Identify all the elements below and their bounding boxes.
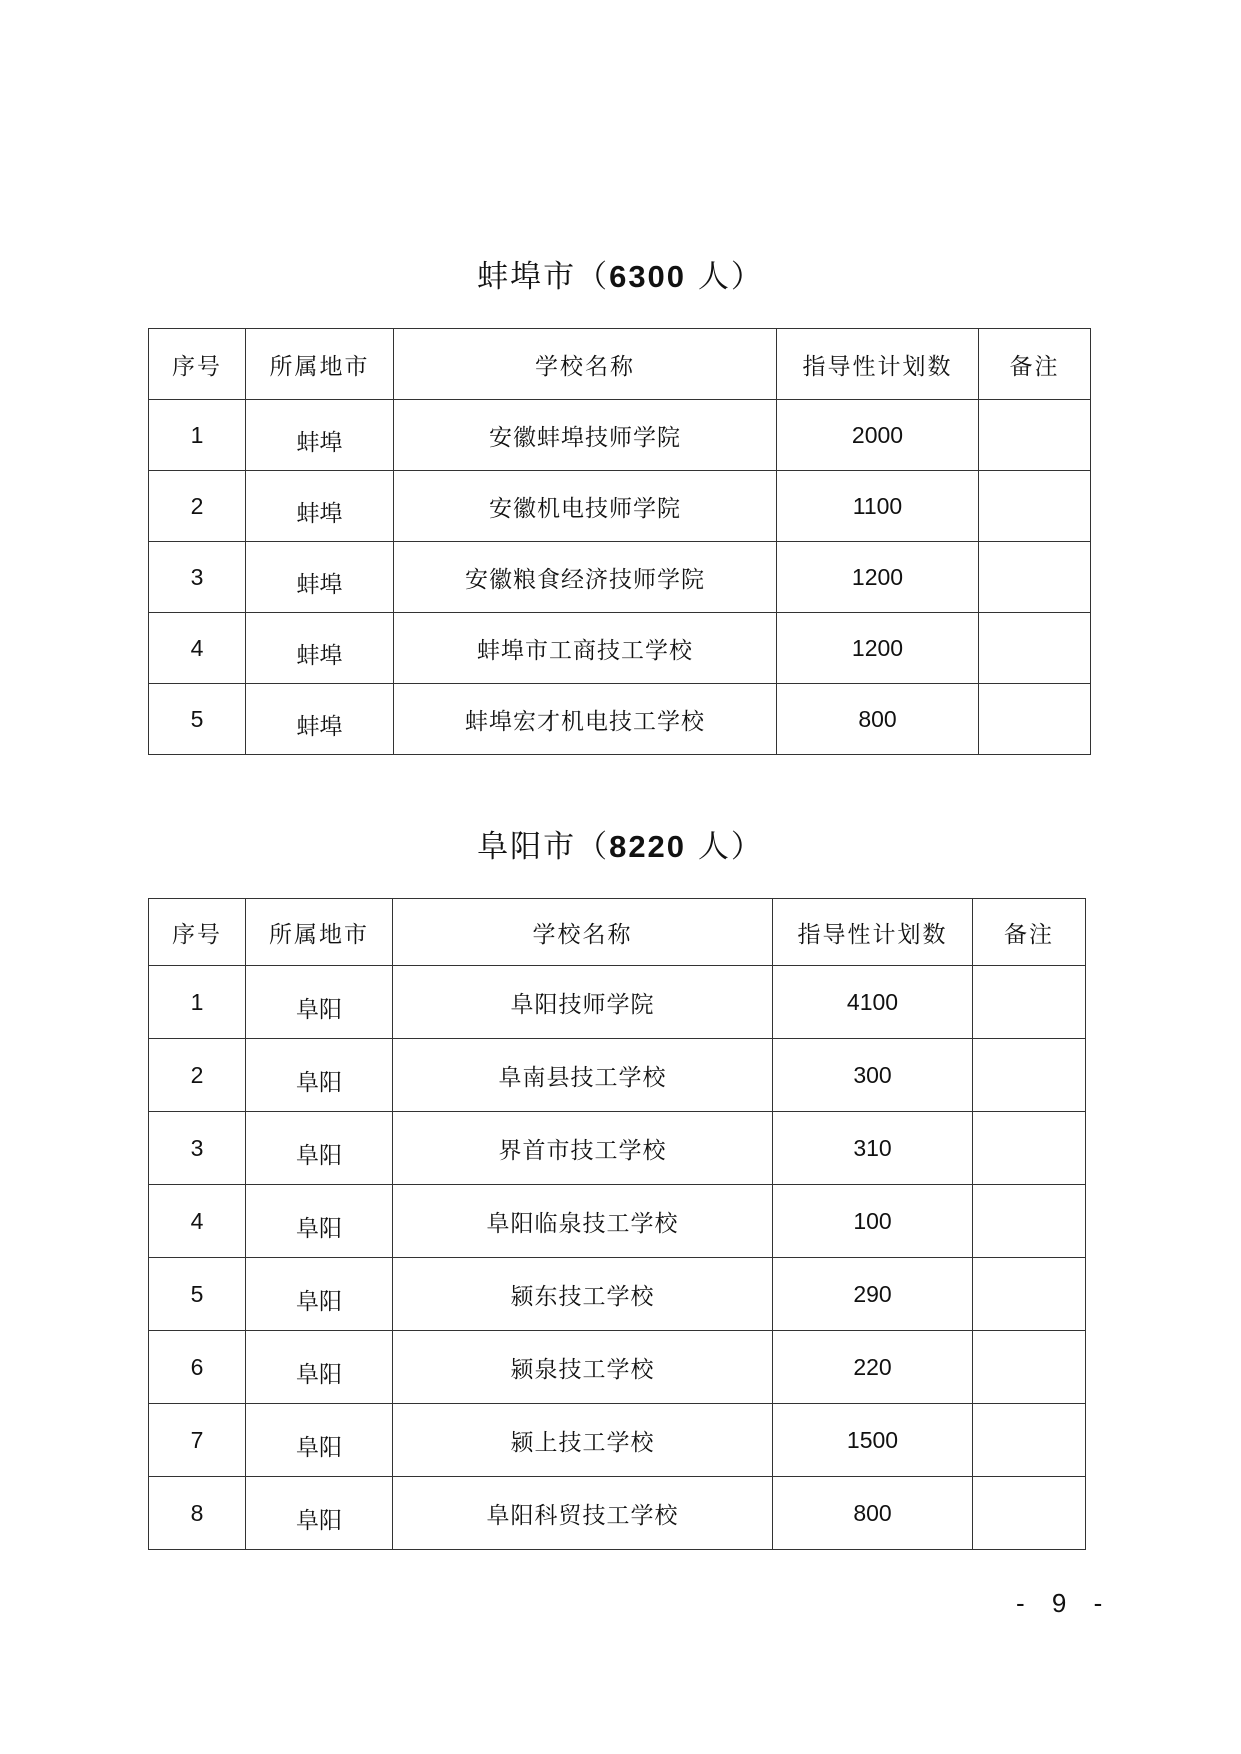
page-number: - 9 - — [1016, 1588, 1113, 1618]
cell-city-text: 阜阳 — [296, 1215, 342, 1242]
table-row — [149, 1112, 1086, 1185]
header-note: 备注 — [979, 329, 1091, 400]
cell-index: 1 — [149, 966, 246, 1039]
header-index: 序号 — [149, 329, 246, 400]
cell-city — [246, 1477, 393, 1550]
cell-city-text: 蚌埠 — [296, 571, 343, 598]
section-total: 6300 — [609, 259, 687, 294]
header-city: 所属地市 — [246, 329, 394, 400]
cell-note — [979, 542, 1091, 613]
cell-index: 4 — [149, 613, 246, 684]
cell-note — [979, 400, 1091, 471]
cell-city — [246, 1185, 393, 1258]
cell-note — [979, 613, 1091, 684]
cell-index: 6 — [149, 1331, 246, 1404]
cell-school: 阜阳临泉技工学校 — [393, 1185, 773, 1258]
table-row — [149, 1404, 1086, 1477]
table-row — [149, 1185, 1086, 1258]
cell-school: 阜阳科贸技工学校 — [393, 1477, 773, 1550]
section-title-fuyang — [0, 827, 1241, 867]
cell-index: 5 — [149, 684, 246, 755]
cell-city — [246, 966, 393, 1039]
cell-note — [973, 1404, 1086, 1477]
table-row — [149, 471, 1091, 542]
header-index: 序号 — [149, 899, 246, 966]
table-row — [149, 1258, 1086, 1331]
cell-plan: 1200 — [777, 542, 979, 613]
cell-city — [246, 1331, 393, 1404]
cell-plan: 4100 — [773, 966, 973, 1039]
cell-city — [246, 684, 394, 755]
table-header-row — [149, 329, 1091, 400]
cell-index: 3 — [149, 1112, 246, 1185]
table-row — [149, 1331, 1086, 1404]
cell-plan: 100 — [773, 1185, 973, 1258]
header-plan: 指导性计划数 — [777, 329, 979, 400]
cell-city — [246, 400, 394, 471]
cell-index: 2 — [149, 1039, 246, 1112]
cell-city — [246, 1039, 393, 1112]
cell-school: 安徽粮食经济技师学院 — [394, 542, 777, 613]
cell-plan: 1100 — [777, 471, 979, 542]
section-unit: 人 — [686, 259, 731, 295]
cell-city-text: 蚌埠 — [296, 642, 343, 669]
table-row — [149, 966, 1086, 1039]
cell-city-text: 阜阳 — [296, 1069, 342, 1096]
cell-note — [979, 684, 1091, 755]
cell-school: 阜南县技工学校 — [393, 1039, 773, 1112]
cell-note — [973, 966, 1086, 1039]
cell-school: 蚌埠宏才机电技工学校 — [394, 684, 777, 755]
cell-note — [973, 1112, 1086, 1185]
close-paren: ） — [730, 829, 764, 865]
cell-city-text: 蚌埠 — [296, 429, 343, 456]
cell-index: 2 — [149, 471, 246, 542]
cell-city-text: 阜阳 — [296, 1434, 342, 1461]
header-city: 所属地市 — [246, 899, 393, 966]
cell-plan: 800 — [773, 1477, 973, 1550]
cell-city — [246, 1258, 393, 1331]
header-school: 学校名称 — [393, 899, 773, 966]
cell-plan: 1200 — [777, 613, 979, 684]
cell-index: 4 — [149, 1185, 246, 1258]
cell-plan: 2000 — [777, 400, 979, 471]
cell-plan: 220 — [773, 1331, 973, 1404]
cell-note — [973, 1477, 1086, 1550]
section-title-bengbu — [0, 257, 1241, 297]
cell-school: 颍上技工学校 — [393, 1404, 773, 1477]
table-row — [149, 400, 1091, 471]
bengbu-plan-table — [148, 328, 1091, 755]
open-paren: （ — [576, 259, 610, 295]
table-row — [149, 542, 1091, 613]
cell-school: 阜阳技师学院 — [393, 966, 773, 1039]
cell-index: 8 — [149, 1477, 246, 1550]
close-paren: ） — [730, 259, 764, 295]
cell-note — [973, 1185, 1086, 1258]
table-row — [149, 613, 1091, 684]
section-total: 8220 — [609, 829, 687, 864]
cell-city-text: 阜阳 — [296, 1507, 342, 1534]
table-row — [149, 1039, 1086, 1112]
section-city: 蚌埠市 — [477, 259, 577, 295]
cell-plan: 290 — [773, 1258, 973, 1331]
cell-city-text: 阜阳 — [296, 1288, 342, 1315]
cell-index: 1 — [149, 400, 246, 471]
cell-city — [246, 613, 394, 684]
table-row — [149, 684, 1091, 755]
open-paren: （ — [576, 829, 610, 865]
header-plan: 指导性计划数 — [773, 899, 973, 966]
cell-city-text: 阜阳 — [296, 1361, 342, 1388]
cell-plan: 300 — [773, 1039, 973, 1112]
cell-note — [979, 471, 1091, 542]
cell-school: 颍东技工学校 — [393, 1258, 773, 1331]
cell-index: 5 — [149, 1258, 246, 1331]
cell-plan: 310 — [773, 1112, 973, 1185]
cell-city — [246, 471, 394, 542]
cell-note — [973, 1258, 1086, 1331]
table-row — [149, 1477, 1086, 1550]
table-header-row — [149, 899, 1086, 966]
cell-note — [973, 1039, 1086, 1112]
cell-city — [246, 1112, 393, 1185]
cell-school: 安徽机电技师学院 — [394, 471, 777, 542]
cell-index: 3 — [149, 542, 246, 613]
cell-note — [973, 1331, 1086, 1404]
cell-city-text: 蚌埠 — [296, 500, 343, 527]
cell-city-text: 阜阳 — [296, 996, 342, 1023]
cell-city — [246, 542, 394, 613]
cell-city-text: 蚌埠 — [296, 713, 343, 740]
cell-school: 颍泉技工学校 — [393, 1331, 773, 1404]
cell-school: 蚌埠市工商技工学校 — [394, 613, 777, 684]
header-school: 学校名称 — [394, 329, 777, 400]
cell-plan: 1500 — [773, 1404, 973, 1477]
section-city: 阜阳市 — [477, 829, 577, 865]
cell-school: 界首市技工学校 — [393, 1112, 773, 1185]
cell-city — [246, 1404, 393, 1477]
cell-city-text: 阜阳 — [296, 1142, 342, 1169]
section-unit: 人 — [686, 829, 731, 865]
fuyang-plan-table — [148, 898, 1086, 1550]
cell-plan: 800 — [777, 684, 979, 755]
header-note: 备注 — [973, 899, 1086, 966]
cell-index: 7 — [149, 1404, 246, 1477]
cell-school: 安徽蚌埠技师学院 — [394, 400, 777, 471]
